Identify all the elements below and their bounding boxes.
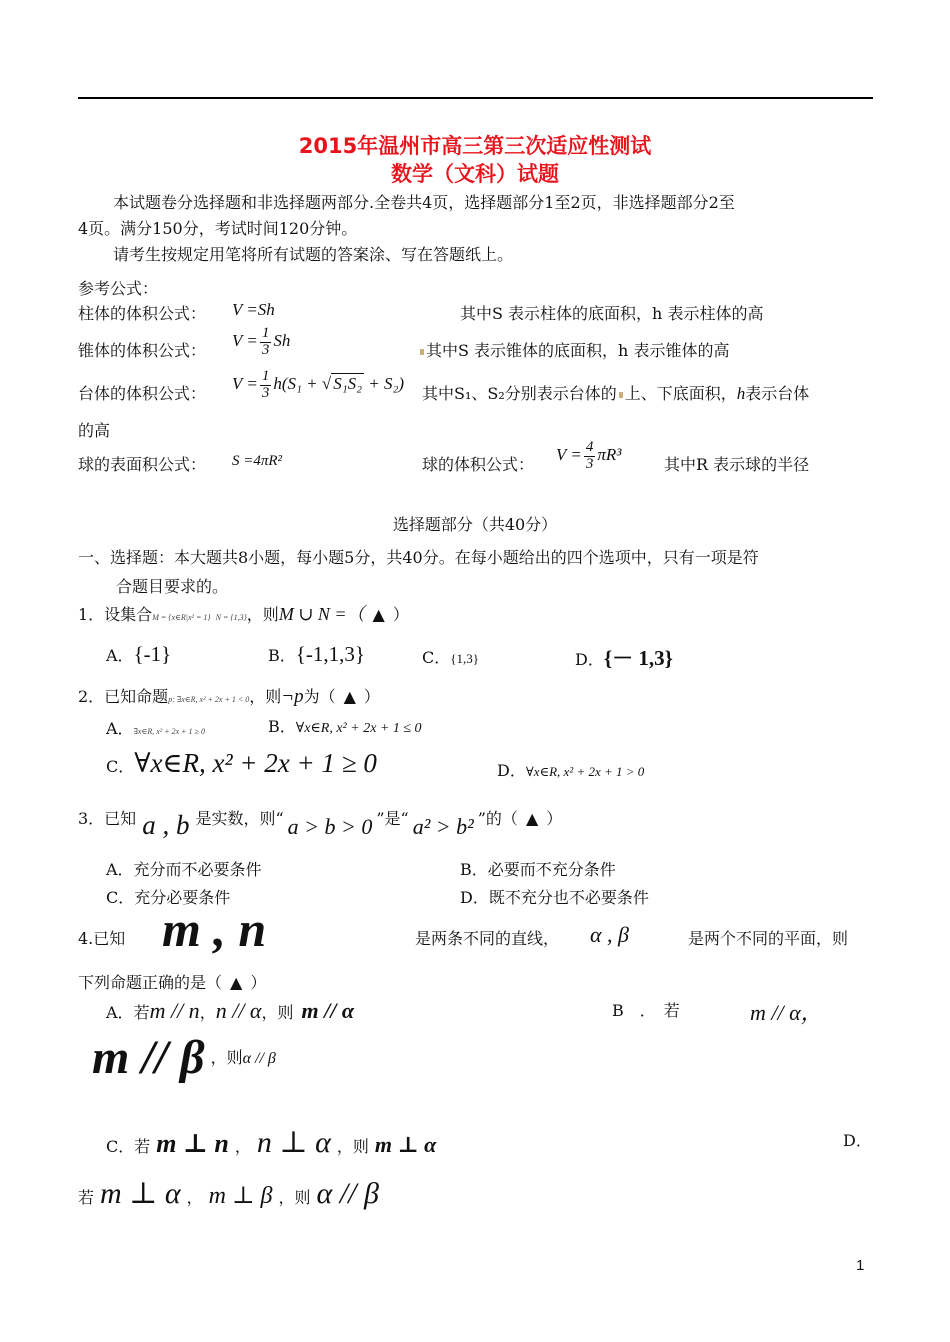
- section-instructions-line2: 合题目要求的。: [116, 577, 229, 596]
- sphere-vol-formula: V = $\frac{4}{3}$ πR³: [556, 439, 622, 472]
- q4-line2: 下列命题正确的是（ ▲ ）: [78, 973, 267, 992]
- frustum-fraction: $\frac{1}{3}$: [261, 368, 270, 401]
- artifact-mark: [619, 392, 623, 398]
- prism-label: 柱体的体积公式：: [78, 304, 207, 323]
- q4-option-d-label: D．: [843, 1131, 872, 1150]
- q2-option-b: B．∀x∈R, x² + 2x + 1 ≤ 0: [268, 717, 422, 736]
- intro-para2: 请考生按规定用笔将所有试题的答案涂、写在答题纸上。: [113, 245, 514, 264]
- cone-label: 锥体的体积公式：: [78, 341, 207, 360]
- frustum-note: 其中S₁、S₂分别表示台体的 上、下底面积，h表示台体: [422, 384, 810, 403]
- q4-option-c: C．若 m ⊥ n ， n ⊥ α ，则 m ⊥ α: [106, 1126, 437, 1159]
- answer-placeholder-triangle: ▲: [230, 973, 243, 992]
- prism-note: 其中S 表示柱体的底面积，h 表示柱体的高: [460, 304, 764, 323]
- page-number: 1: [856, 1257, 865, 1274]
- q2-option-a: A．∃x∈R, x² + 2x + 1 ≥ 0: [106, 719, 205, 738]
- q1-option-d: D．{－ 1,3}: [575, 646, 673, 670]
- answer-placeholder-triangle: ▲: [343, 687, 356, 706]
- question-1: 1．设集合M = {x∈R|x² = 1} N = {1,3}，则M ∪ N =（ ▲ ）: [78, 604, 409, 624]
- q3-option-c: C．充分必要条件: [106, 888, 231, 907]
- cone-fraction: $\frac{1}{3}$: [261, 325, 270, 358]
- q4-option-b-label: B ． 若: [612, 1001, 680, 1020]
- q4-option-a: A．若m // n，n // α，则 m // α: [106, 998, 355, 1023]
- section-heading: 选择题部分（共40分）: [392, 515, 558, 534]
- sphere-note: 其中R 表示球的半径: [664, 455, 810, 474]
- sphere-area-label: 球的表面积公式：: [78, 455, 207, 474]
- cone-note: 其中S 表示锥体的底面积，h 表示锥体的高: [418, 338, 729, 361]
- question-3: 3．已知 a , b 是实数，则“ a > b > 0 ”是“ a² > b² ”的（ ▲ ）: [78, 809, 563, 840]
- cone-formula: V = $\frac{1}{3}$ Sh: [232, 325, 291, 358]
- frustum-formula: V = $\frac{1}{3}$ h(S₁ + √ S₁S₂ + S₂): [232, 368, 405, 401]
- exam-title: 2015年温州市高三第三次适应性测试: [298, 134, 652, 158]
- q4-text-lines: 是两条不同的直线，: [415, 929, 560, 948]
- q4-option-b-e1: m // α，: [750, 1000, 823, 1025]
- q4-lines-mn: m , n: [162, 901, 267, 957]
- formulas-heading: 参考公式：: [78, 279, 159, 298]
- q2-option-d: D．∀x∈R, x² + 2x + 1 > 0: [497, 761, 645, 780]
- header-rule: [78, 97, 873, 99]
- sphere-vol-label: 球的体积公式：: [422, 455, 535, 474]
- q4-text-planes: 是两个不同的平面，则: [688, 929, 849, 948]
- artifact-mark: [420, 349, 424, 355]
- sphere-area-formula: S =4πR²: [232, 453, 283, 469]
- prism-formula: V =Sh: [232, 300, 275, 319]
- q4-option-b-cont: m // β ，则α // β: [92, 1031, 276, 1084]
- q1-option-b: B．{-1,1,3}: [268, 642, 365, 666]
- frustum-note-cont: 的高: [78, 421, 111, 440]
- exam-subtitle: 数学（文科）试题: [391, 162, 559, 186]
- q3-option-b: B．必要而不充分条件: [460, 860, 616, 879]
- q3-option-d: D．既不充分也不必要条件: [460, 888, 649, 907]
- intro-para1-line2: 4页。满分150分，考试时间120分钟。: [78, 219, 358, 238]
- answer-placeholder-triangle: ▲: [525, 809, 539, 828]
- answer-placeholder-triangle: ▲: [372, 605, 385, 624]
- question-4: 4.已知: [78, 929, 126, 948]
- q2-option-c: C．∀x∈R, x² + 2x + 1 ≥ 0: [106, 748, 377, 778]
- q1-option-c: C．{1,3}: [422, 648, 479, 667]
- sphere-fraction: $\frac{4}{3}$: [585, 439, 594, 472]
- q4-option-d: 若 m ⊥ α ， m ⊥ β ，则 α // β: [78, 1177, 379, 1210]
- question-2: 2．已知命题p: ∃x∈R, x² + 2x + 1 < 0，则¬p为（ ▲ ）: [78, 686, 380, 707]
- section-instructions-line1: 一、选择题：本大题共8小题，每小题5分，共40分。在每小题给出的四个选项中，只有一项是符: [78, 548, 759, 567]
- q3-option-a: A．充分而不必要条件: [106, 860, 262, 879]
- intro-para1-line1: 本试题卷分选择题和非选择题两部分.全卷共4页，选择题部分1至2页，非选择题部分2至: [113, 193, 735, 212]
- q4-planes-ab: α , β: [590, 922, 630, 947]
- frustum-label: 台体的体积公式：: [78, 384, 207, 403]
- q1-option-a: A．{-1}: [106, 642, 172, 666]
